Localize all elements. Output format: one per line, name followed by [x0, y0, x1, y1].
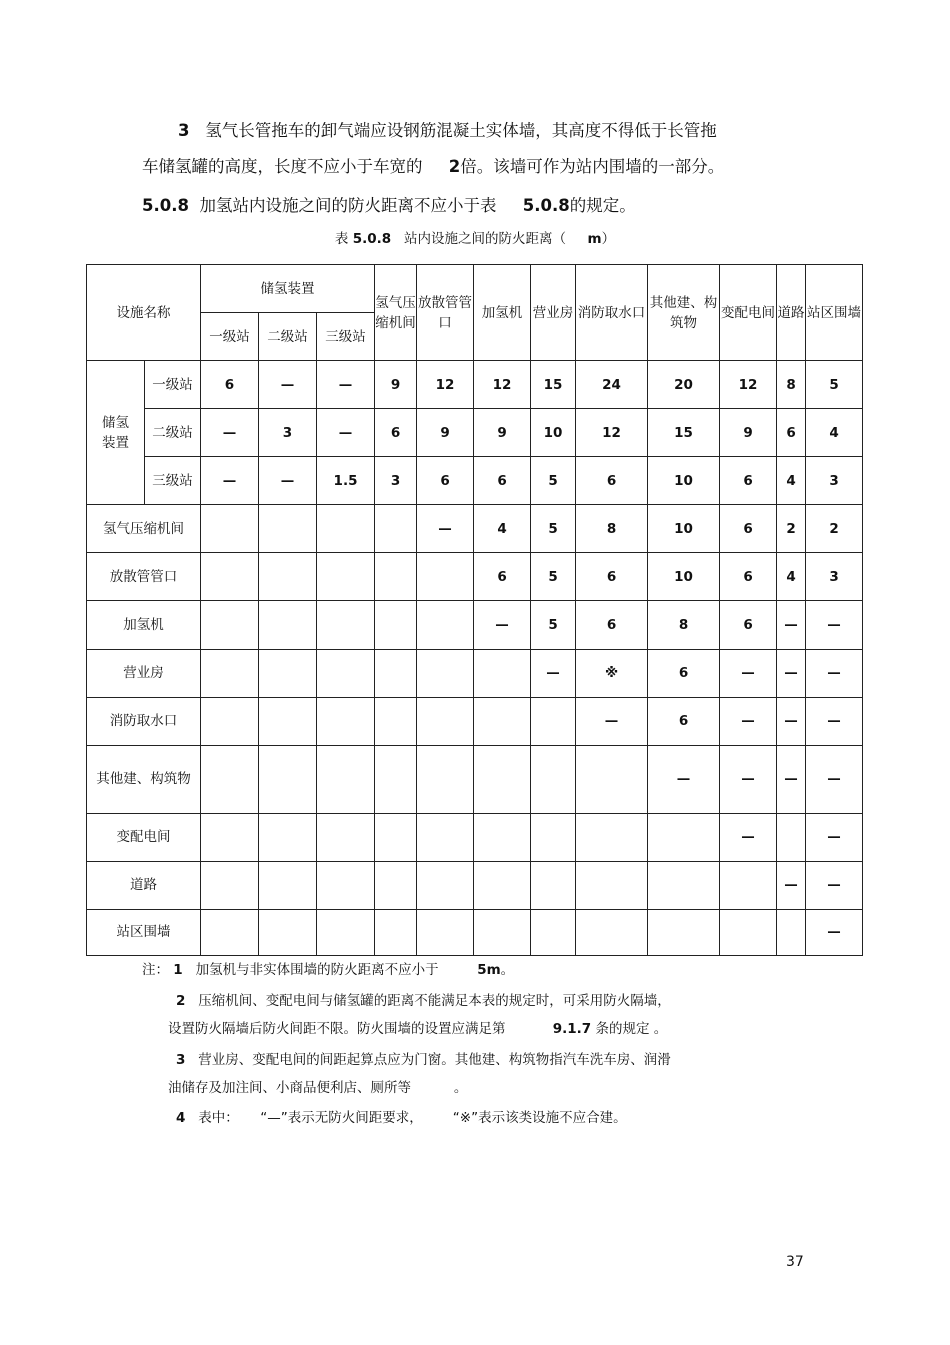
row-group-storage: 储氢装置	[87, 361, 145, 505]
table-cell: 3	[375, 457, 417, 505]
table-cell	[375, 697, 417, 745]
table-cell: 24	[576, 361, 648, 409]
table-cell: —	[806, 601, 863, 649]
row-label: 变配电间	[87, 813, 201, 861]
table-cell: —	[806, 649, 863, 697]
table-cell: 10	[648, 505, 720, 553]
table-cell	[777, 813, 806, 861]
table-cell	[375, 745, 417, 813]
table-cell	[720, 909, 777, 955]
table-cell	[259, 649, 317, 697]
note-value: 5m	[477, 962, 501, 978]
table-row	[87, 361, 863, 409]
caption-title: 站内设施之间的防火距离（	[404, 231, 567, 247]
note-3-line-2	[168, 1078, 467, 1098]
table-cell: —	[777, 649, 806, 697]
table-cell	[317, 909, 375, 955]
table-cell: —	[777, 745, 806, 813]
row-label: 放散管管口	[87, 553, 201, 601]
table-cell: 6	[474, 457, 531, 505]
header-vent-outlet: 放散管管口	[417, 265, 474, 361]
table-cell	[201, 649, 259, 697]
row-label: 二级站	[145, 409, 201, 457]
header-storage: 储氢装置	[201, 265, 375, 313]
table-cell	[375, 601, 417, 649]
table-cell: —	[806, 697, 863, 745]
table-cell	[531, 813, 576, 861]
table-cell	[648, 813, 720, 861]
header-business-room: 营业房	[531, 265, 576, 361]
table-cell	[375, 861, 417, 909]
header-compressor-room: 氢气压缩机间	[375, 265, 417, 361]
table-cell: 3	[259, 409, 317, 457]
note-number: 3	[176, 1052, 186, 1068]
table-cell	[375, 505, 417, 553]
table-cell: 2	[806, 505, 863, 553]
table-cell	[648, 861, 720, 909]
fire-distance-table	[86, 264, 863, 956]
row-label: 其他建、构筑物	[87, 745, 201, 813]
table-cell	[417, 553, 474, 601]
note-text: 设置防火隔墙后防火间距不限。防火围墙的设置应满足第	[168, 1021, 506, 1037]
table-cell: 6	[720, 505, 777, 553]
note-text: 条的规定	[595, 1021, 650, 1037]
table-cell	[317, 697, 375, 745]
note-end: 。	[500, 962, 515, 978]
table-cell: 5	[531, 601, 576, 649]
table-cell	[474, 745, 531, 813]
header-station-wall: 站区围墙	[806, 265, 863, 361]
table-cell: —	[417, 505, 474, 553]
header-level-1: 一级站	[201, 313, 259, 361]
clause-number: 3	[178, 121, 190, 140]
note-text: 表示该类设施不应合建。	[478, 1110, 627, 1126]
header-road: 道路	[777, 265, 806, 361]
table-cell: 9	[474, 409, 531, 457]
table-cell	[201, 697, 259, 745]
note-text: 表示无防火间距要求，	[287, 1110, 423, 1126]
caption-number: 5.0.8	[352, 231, 392, 247]
table-cell	[531, 697, 576, 745]
table-cell: 3	[806, 553, 863, 601]
header-dispenser: 加氢机	[474, 265, 531, 361]
note-dash-symbol: “—”	[260, 1110, 288, 1126]
table-caption	[0, 229, 950, 249]
paragraph-text: 倍。该墙可作为站内围墙的一部分。	[460, 157, 725, 176]
row-label: 氢气压缩机间	[87, 505, 201, 553]
table-cell	[317, 745, 375, 813]
row-label: 一级站	[145, 361, 201, 409]
table-row	[87, 409, 863, 457]
header-fire-water-intake: 消防取水口	[576, 265, 648, 361]
table-cell: —	[201, 457, 259, 505]
table-cell	[201, 601, 259, 649]
paragraph-text: 加氢站内设施之间的防火距离不应小于表	[199, 196, 497, 215]
table-cell	[474, 649, 531, 697]
table-cell	[201, 505, 259, 553]
table-cell: 12	[417, 361, 474, 409]
table-cell	[474, 909, 531, 955]
table-cell: 6	[417, 457, 474, 505]
table-cell	[259, 861, 317, 909]
note-3-line-1	[176, 1050, 671, 1070]
table-cell: 6	[474, 553, 531, 601]
header-substation: 变配电间	[720, 265, 777, 361]
note-text: 压缩机间、变配电间与储氢罐的距离不能满足本表的规定时，可采用防火隔墙，	[198, 993, 671, 1009]
table-cell: —	[806, 813, 863, 861]
table-cell: 6	[648, 649, 720, 697]
caption-unit: m	[587, 231, 602, 247]
table-cell	[777, 909, 806, 955]
table-cell	[375, 553, 417, 601]
table-cell	[417, 813, 474, 861]
table-cell: 4	[777, 553, 806, 601]
note-text: 表中：	[198, 1110, 239, 1126]
row-label: 道路	[87, 861, 201, 909]
table-cell: 6	[201, 361, 259, 409]
table-cell: 6	[720, 457, 777, 505]
table-cell: 4	[806, 409, 863, 457]
table-cell: —	[531, 649, 576, 697]
table-cell	[417, 649, 474, 697]
table-cell	[576, 909, 648, 955]
table-cell	[259, 601, 317, 649]
table-cell	[317, 601, 375, 649]
table-cell	[201, 553, 259, 601]
table-cell: —	[317, 409, 375, 457]
table-cell: 5	[531, 457, 576, 505]
table-cell	[417, 745, 474, 813]
table-reference: 5.0.8	[522, 196, 570, 215]
row-label: 消防取水口	[87, 697, 201, 745]
table-cell: 2	[777, 505, 806, 553]
table-cell	[201, 745, 259, 813]
value: 2	[448, 157, 461, 176]
note-reference: 9.1.7	[552, 1021, 592, 1037]
table-cell	[375, 813, 417, 861]
table-cell	[317, 649, 375, 697]
paragraph-text: 车储氢罐的高度，长度不应小于车宽的	[142, 157, 423, 176]
row-label: 站区围墙	[87, 909, 201, 955]
table-cell	[259, 745, 317, 813]
row-label: 加氢机	[87, 601, 201, 649]
table-cell: 6	[375, 409, 417, 457]
table-cell: 10	[648, 553, 720, 601]
table-cell	[259, 813, 317, 861]
note-2-line-2	[168, 1019, 667, 1039]
note-number: 1	[173, 962, 183, 978]
table-cell: 6	[648, 697, 720, 745]
note-end: 。	[453, 1080, 468, 1096]
table-cell	[259, 697, 317, 745]
table-cell: 6	[576, 601, 648, 649]
page-number: 37	[786, 1254, 804, 1270]
table-cell: —	[777, 697, 806, 745]
table-cell: 9	[417, 409, 474, 457]
table-cell	[474, 813, 531, 861]
table-row	[87, 813, 863, 861]
caption-close: ）	[601, 231, 616, 247]
table-cell: —	[806, 909, 863, 955]
table-cell: —	[720, 745, 777, 813]
table-cell: ※	[576, 649, 648, 697]
table-cell: —	[576, 697, 648, 745]
paragraph-text: 氢气长管拖车的卸气端应设钢筋混凝土实体墙，其高度不得低于长管拖	[205, 121, 717, 140]
table-cell: 6	[720, 601, 777, 649]
table-cell: —	[720, 813, 777, 861]
table-cell: —	[777, 601, 806, 649]
table-cell: 6	[576, 457, 648, 505]
table-cell	[317, 553, 375, 601]
table-row	[87, 553, 863, 601]
table-cell: 8	[648, 601, 720, 649]
table-cell	[375, 649, 417, 697]
table-cell: 5	[531, 553, 576, 601]
table-cell	[317, 861, 375, 909]
header-level-3: 三级站	[317, 313, 375, 361]
paragraph-text: 的规定。	[569, 196, 636, 215]
note-end: 。	[653, 1021, 668, 1037]
note-4	[176, 1108, 627, 1128]
table-cell: —	[317, 361, 375, 409]
table-cell: 6	[720, 553, 777, 601]
table-row	[87, 697, 863, 745]
table-cell: —	[201, 409, 259, 457]
table-cell: —	[806, 861, 863, 909]
table-row	[87, 649, 863, 697]
table-cell	[531, 861, 576, 909]
table-row	[87, 505, 863, 553]
table-cell	[201, 861, 259, 909]
table-cell: 8	[777, 361, 806, 409]
table-cell	[259, 553, 317, 601]
table-cell: 12	[474, 361, 531, 409]
note-text: 营业房、变配电间的间距起算点应为门窗。其他建、构筑物指汽车洗车房、润滑	[198, 1052, 671, 1068]
table-cell	[417, 909, 474, 955]
table-cell	[531, 909, 576, 955]
table-cell: 8	[576, 505, 648, 553]
table-cell	[375, 909, 417, 955]
table-cell: —	[777, 861, 806, 909]
table-cell: 5	[806, 361, 863, 409]
table-cell	[474, 861, 531, 909]
table-cell: —	[259, 361, 317, 409]
table-cell: 9	[375, 361, 417, 409]
table-cell	[317, 813, 375, 861]
table-cell: 12	[720, 361, 777, 409]
table-cell: 3	[806, 457, 863, 505]
header-other-buildings: 其他建、构筑物	[648, 265, 720, 361]
table-cell	[531, 745, 576, 813]
table-cell: 4	[474, 505, 531, 553]
table-cell: 20	[648, 361, 720, 409]
caption-prefix: 表	[334, 231, 349, 247]
table-cell	[720, 861, 777, 909]
header-level-2: 二级站	[259, 313, 317, 361]
table-cell	[201, 909, 259, 955]
note-star-symbol: “※”	[452, 1110, 479, 1126]
table-cell	[201, 813, 259, 861]
header-facility-name: 设施名称	[87, 265, 201, 361]
table-cell	[259, 505, 317, 553]
table-row	[87, 457, 863, 505]
table-cell: —	[720, 697, 777, 745]
table-cell: 6	[576, 553, 648, 601]
note-1	[142, 960, 514, 980]
note-2-line-1	[176, 991, 671, 1011]
table-cell	[576, 861, 648, 909]
table-cell: —	[720, 649, 777, 697]
table-cell: 15	[531, 361, 576, 409]
table-cell: 10	[648, 457, 720, 505]
table-cell: —	[648, 745, 720, 813]
table-cell: —	[806, 745, 863, 813]
table-cell	[317, 505, 375, 553]
table-row	[87, 601, 863, 649]
table-cell: 5	[531, 505, 576, 553]
clause-number: 5.0.8	[142, 196, 189, 215]
table-cell: 12	[576, 409, 648, 457]
table-cell: —	[259, 457, 317, 505]
table-cell	[417, 697, 474, 745]
note-number: 4	[176, 1110, 186, 1126]
table-cell: 6	[777, 409, 806, 457]
table-cell	[259, 909, 317, 955]
row-label: 营业房	[87, 649, 201, 697]
table-cell: 1.5	[317, 457, 375, 505]
table-row	[87, 909, 863, 955]
table-cell	[576, 745, 648, 813]
note-text: 油储存及加注间、小商品便利店、厕所等	[168, 1080, 411, 1096]
table-row	[87, 745, 863, 813]
table-cell	[576, 813, 648, 861]
clause-5-0-8	[142, 195, 792, 217]
paragraph-3	[178, 120, 828, 142]
table-cell	[474, 697, 531, 745]
note-text: 加氢机与非实体围墙的防火距离不应小于	[195, 962, 439, 978]
paragraph-3-continued	[142, 156, 792, 178]
row-label: 三级站	[145, 457, 201, 505]
table-cell	[648, 909, 720, 955]
table-cell: 10	[531, 409, 576, 457]
table-row	[87, 861, 863, 909]
table-cell: 9	[720, 409, 777, 457]
table-cell: 4	[777, 457, 806, 505]
table-cell	[417, 861, 474, 909]
table-cell: 15	[648, 409, 720, 457]
note-number: 2	[176, 993, 186, 1009]
table-cell: —	[474, 601, 531, 649]
notes-prefix: 注：	[142, 962, 169, 978]
table-cell	[417, 601, 474, 649]
table-body	[87, 265, 863, 956]
